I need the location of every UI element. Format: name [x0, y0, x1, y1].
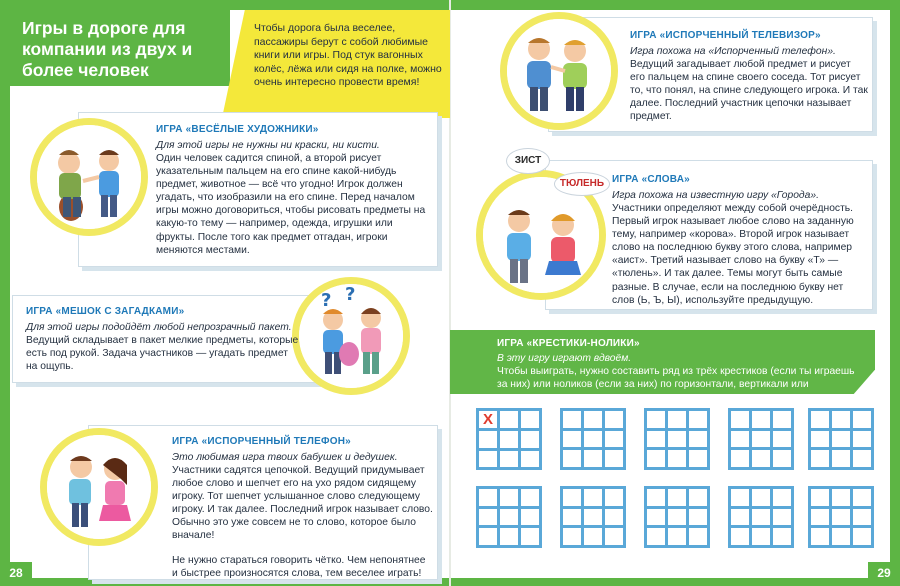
tic-tac-toe-board-1[interactable]	[476, 408, 542, 470]
board-3-cell-8[interactable]	[668, 450, 686, 467]
board-1-cell-1[interactable]: X	[479, 411, 497, 428]
board-7-cell-9[interactable]	[605, 528, 623, 545]
tic-tac-toe-board-3[interactable]	[644, 408, 710, 470]
board-2-cell-2[interactable]	[584, 411, 602, 428]
tic-tac-toe-grids	[470, 408, 880, 558]
board-1-cell-3[interactable]	[521, 411, 539, 428]
board-1-cell-6[interactable]	[521, 431, 539, 448]
board-10-cell-7[interactable]	[811, 528, 829, 545]
tic-tac-toe-board-10[interactable]	[808, 486, 874, 548]
tic-tac-toe-board-4[interactable]	[728, 408, 794, 470]
board-5-cell-3[interactable]	[853, 411, 871, 428]
board-9-cell-8[interactable]	[752, 528, 770, 545]
tic-tac-toe-board-2[interactable]	[560, 408, 626, 470]
tic-tac-toe-board-5[interactable]	[808, 408, 874, 470]
board-7-cell-1[interactable]	[563, 489, 581, 506]
board-4-cell-9[interactable]	[773, 450, 791, 467]
board-4-cell-6[interactable]	[773, 431, 791, 448]
board-9-cell-9[interactable]	[773, 528, 791, 545]
board-9-cell-2[interactable]	[752, 489, 770, 506]
board-2-cell-9[interactable]	[605, 450, 623, 467]
board-3-cell-6[interactable]	[689, 431, 707, 448]
game-intro-veselye-hudozhniki: Для этой игры не нужны ни краски, ни кисти.	[156, 140, 380, 151]
board-3-cell-7[interactable]	[647, 450, 665, 467]
game-title-veselye-hudozhniki: ИГРА «ВЕСЁЛЫЕ ХУДОЖНИКИ»	[156, 124, 319, 135]
board-1-cell-5[interactable]	[500, 431, 518, 448]
board-4-cell-4[interactable]	[731, 431, 749, 448]
board-10-cell-4[interactable]	[811, 509, 829, 526]
board-10-cell-1[interactable]	[811, 489, 829, 506]
board-3-cell-4[interactable]	[647, 431, 665, 448]
game-intro-meshok-s-zagadkami: Для этой игры подойдёт любой непрозрачный пакет.	[26, 322, 292, 333]
board-7-cell-4[interactable]	[563, 509, 581, 526]
board-10-cell-2[interactable]	[832, 489, 850, 506]
game-intro-isporchenny-telefon: Это любимая игра твоих бабушек и дедушек.	[172, 452, 398, 463]
board-1-cell-8[interactable]	[500, 451, 518, 468]
green-frame-right	[890, 0, 900, 586]
board-6-cell-8[interactable]	[500, 528, 518, 545]
game-title-meshok-s-zagadkami: ИГРА «МЕШОК С ЗАГАДКАМИ»	[26, 306, 185, 317]
board-6-cell-4[interactable]	[479, 509, 497, 526]
game-title-krestiki-noliki: ИГРА «КРЕСТИКИ-НОЛИКИ»	[497, 338, 640, 349]
board-5-cell-2[interactable]	[832, 411, 850, 428]
page-number-right: 29	[868, 562, 900, 584]
board-6-cell-5[interactable]	[500, 509, 518, 526]
board-8-cell-1[interactable]	[647, 489, 665, 506]
board-4-cell-2[interactable]	[752, 411, 770, 428]
board-9-cell-4[interactable]	[731, 509, 749, 526]
green-frame-left	[0, 0, 10, 586]
board-7-cell-6[interactable]	[605, 509, 623, 526]
svg-text:?: ?	[321, 290, 332, 311]
circle-whisper-kids	[40, 428, 158, 546]
tic-tac-toe-board-8[interactable]	[644, 486, 710, 548]
board-6-cell-6[interactable]	[521, 509, 539, 526]
board-8-cell-9[interactable]	[689, 528, 707, 545]
board-7-cell-8[interactable]	[584, 528, 602, 545]
board-2-cell-3[interactable]	[605, 411, 623, 428]
board-1-cell-4[interactable]	[479, 431, 497, 448]
board-9-cell-3[interactable]	[773, 489, 791, 506]
board-6-cell-3[interactable]	[521, 489, 539, 506]
game-title-isporchenny-televizor: ИГРА «ИСПОРЧЕННЫЙ ТЕЛЕВИЗОР»	[630, 30, 821, 41]
game-body-veselye-hudozhniki: Один человек садится спиной, а второй рисует указательным пальцем на его спине какой-нибудь предмет, животное — всё что угодно! Игрок должен угадать, что изобразили на его спине. Перед началом игры можно договориться, чтобы рисовать предметы на какую-то тему — например, одежда, игрушки или фрукты. После того как предмет отгадан, игроки меняются местами.	[156, 153, 426, 256]
board-5-cell-9[interactable]	[853, 450, 871, 467]
board-9-cell-6[interactable]	[773, 509, 791, 526]
board-1-cell-9[interactable]	[521, 451, 539, 468]
kids-drawing-on-back-illustration	[37, 125, 141, 229]
board-4-cell-7[interactable]	[731, 450, 749, 467]
board-3-cell-2[interactable]	[668, 411, 686, 428]
page-number-left: 28	[0, 562, 32, 584]
board-6-cell-9[interactable]	[521, 528, 539, 545]
circle-tv-kids	[500, 12, 618, 130]
game-body-isporchenny-televizor: Ведущий загадывает любой предмет и рисует его пальцем на спине своего соседа. Тот рисует то, что понял, на спине следующего игрока. И так далее. Последний участник цепочки называет предмет.	[630, 59, 868, 123]
board-8-cell-2[interactable]	[668, 489, 686, 506]
board-3-cell-5[interactable]	[668, 431, 686, 448]
board-5-cell-7[interactable]	[811, 450, 829, 467]
board-9-cell-7[interactable]	[731, 528, 749, 545]
board-4-cell-5[interactable]	[752, 431, 770, 448]
board-5-cell-4[interactable]	[811, 431, 829, 448]
board-8-cell-4[interactable]	[647, 509, 665, 526]
tic-tac-toe-board-9[interactable]	[728, 486, 794, 548]
board-10-cell-3[interactable]	[853, 489, 871, 506]
kids-whispering-illustration	[47, 435, 151, 539]
board-7-cell-5[interactable]	[584, 509, 602, 526]
board-2-cell-8[interactable]	[584, 450, 602, 467]
game-intro-isporchenny-televizor: Игра похожа на «Испорченный телефон».	[630, 46, 836, 57]
board-5-cell-5[interactable]	[832, 431, 850, 448]
board-1-cell-7[interactable]	[479, 451, 497, 468]
board-8-cell-7[interactable]	[647, 528, 665, 545]
board-10-cell-6[interactable]	[853, 509, 871, 526]
game-body-slova: Участники определяют между собой очерёдность. Первый игрок называет любое слово на заданную тему, например «корова». Второй игрок называет слово на последнюю букву этого слова, например «аист». Третий называет слово на букву «Т» — «тюлень». И так далее. Темы могут быть самые разные. В случае, если на последнюю букву нет слов (Ь, Ъ, Ы), используйте предыдущую.	[612, 203, 854, 306]
board-10-cell-5[interactable]	[832, 509, 850, 526]
game-intro-krestiki-noliki: В эту игру играют вдвоём.	[497, 353, 632, 364]
board-9-cell-1[interactable]	[731, 489, 749, 506]
tic-tac-toe-board-6[interactable]	[476, 486, 542, 548]
intro-text: Чтобы дорога была веселее, пассажиры берут с собой любимые книги или игры. Под стук вагонных колёс, лёжа или сидя на полке, можно очень интересно провести время!	[254, 22, 442, 88]
board-2-cell-6[interactable]	[605, 431, 623, 448]
page-title: Игры в дороге для компании из двух и более человек	[22, 18, 193, 80]
board-3-cell-1[interactable]	[647, 411, 665, 428]
board-8-cell-8[interactable]	[668, 528, 686, 545]
board-4-cell-1[interactable]	[731, 411, 749, 428]
speech-bubble-aist: ЗИСТ	[506, 148, 550, 174]
board-2-cell-7[interactable]	[563, 450, 581, 467]
game-body-krestiki-noliki: Чтобы выиграть, нужно составить ряд из трёх крестиков (если ты играешь за них) или ноликов (если за них) по горизонтали, вертикали или диагонали.	[497, 366, 855, 404]
board-2-cell-4[interactable]	[563, 431, 581, 448]
game-title-slova: ИГРА «СЛОВА»	[612, 174, 690, 185]
board-5-cell-8[interactable]	[832, 450, 850, 467]
board-6-cell-2[interactable]	[500, 489, 518, 506]
game-note-isporchenny-telefon: Не нужно стараться говорить чётко. Чем непонятнее и быстрее произносятся слова, тем веселее играть!	[172, 555, 426, 580]
kids-drawing-chain-illustration	[507, 19, 611, 123]
board-8-cell-6[interactable]	[689, 509, 707, 526]
board-10-cell-9[interactable]	[853, 528, 871, 545]
board-5-cell-6[interactable]	[853, 431, 871, 448]
circle-drawing-kids	[30, 118, 148, 236]
board-9-cell-5[interactable]	[752, 509, 770, 526]
game-body-meshok-s-zagadkami: Ведущий складывает в пакет мелкие предметы, которые есть под рукой. Задача участников — угадать предмет на ощупь.	[26, 335, 299, 373]
board-7-cell-3[interactable]	[605, 489, 623, 506]
board-3-cell-3[interactable]	[689, 411, 707, 428]
board-5-cell-1[interactable]	[811, 411, 829, 428]
board-6-cell-7[interactable]	[479, 528, 497, 545]
board-8-cell-5[interactable]	[668, 509, 686, 526]
board-8-cell-3[interactable]	[689, 489, 707, 506]
circle-bag-kids	[292, 277, 410, 395]
board-4-cell-8[interactable]	[752, 450, 770, 467]
speech-bubble-tyulen: ТЮЛЕНЬ	[554, 172, 610, 196]
kids-guessing-bag-illustration	[299, 284, 403, 388]
tic-tac-toe-board-7[interactable]	[560, 486, 626, 548]
board-4-cell-3[interactable]	[773, 411, 791, 428]
svg-text:?: ?	[345, 284, 356, 305]
game-body-isporchenny-telefon: Участники садятся цепочкой. Ведущий придумывает любое слово и шепчет его на ухо рядом сидящему игроку. Тот шепчет услышанное слово следующему игроку. И так далее. Последний игрок называет слово. Обычно это уже совсем не то слово, которое было вначале!	[172, 465, 433, 542]
game-title-isporchenny-telefon: ИГРА «ИСПОРЧЕННЫЙ ТЕЛЕФОН»	[172, 436, 351, 447]
board-7-cell-7[interactable]	[563, 528, 581, 545]
board-3-cell-9[interactable]	[689, 450, 707, 467]
board-6-cell-1[interactable]	[479, 489, 497, 506]
board-2-cell-5[interactable]	[584, 431, 602, 448]
board-1-cell-2[interactable]	[500, 411, 518, 428]
board-7-cell-2[interactable]	[584, 489, 602, 506]
board-10-cell-8[interactable]	[832, 528, 850, 545]
board-2-cell-1[interactable]	[563, 411, 581, 428]
game-intro-slova: Игра похожа на известную игру «Города».	[612, 190, 819, 201]
